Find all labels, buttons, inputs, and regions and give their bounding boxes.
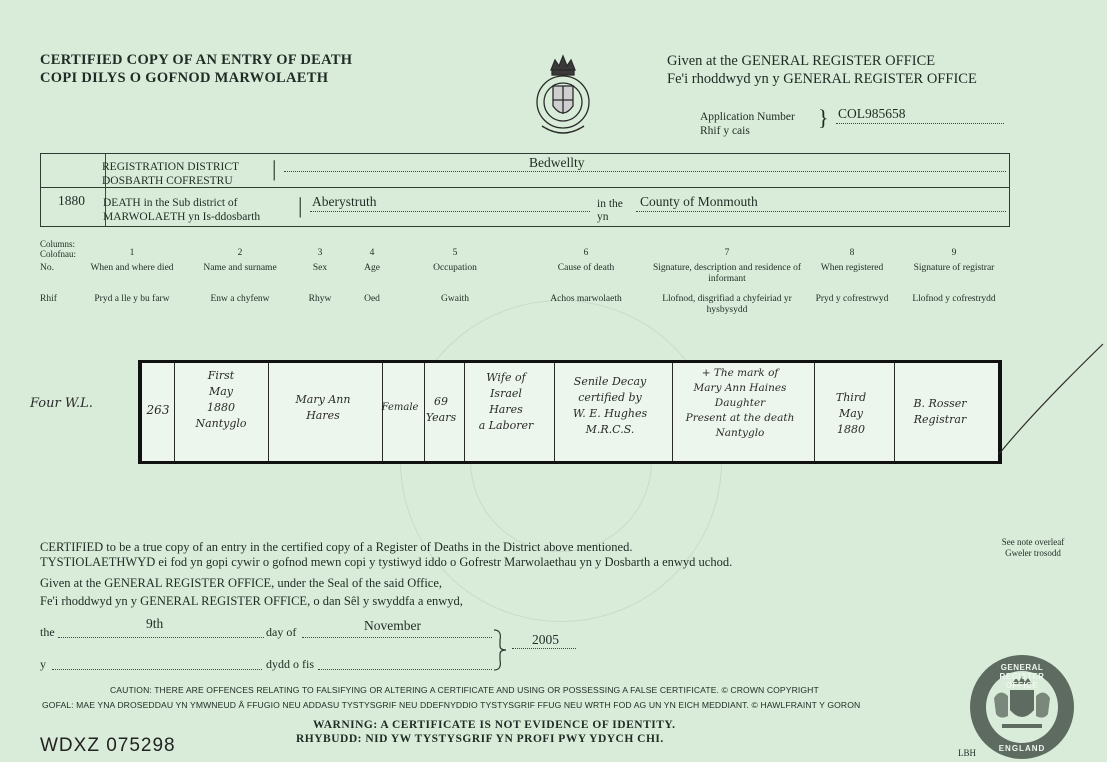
month-line — [302, 637, 492, 638]
column-9-heading — [898, 248, 1010, 305]
column-2-heading — [190, 248, 290, 305]
column-8-cy: Pryd y cofrestrwyd — [815, 294, 889, 304]
entry-sex: Female — [381, 402, 419, 413]
column-4-en: Age — [364, 263, 380, 273]
entry-cause-line-4: M.R.C.S. — [585, 423, 635, 436]
entry-informant — [670, 366, 810, 441]
entry-forenames: Mary Ann — [295, 393, 351, 406]
y-label: y — [40, 657, 46, 671]
day-line — [58, 637, 264, 638]
entry-when-month: May — [208, 385, 234, 398]
entry-cause-line-3: W. E. Hughes — [572, 407, 648, 420]
column-6-heading — [540, 248, 632, 305]
given-seal-cy: Fe'i rhoddwyd yn y GENERAL REGISTER OFFICE, o dan Sêl y swyddfa a enwyd, — [40, 594, 463, 608]
entry-informant-line-1: + The mark of — [701, 367, 779, 379]
year-line — [512, 648, 576, 649]
sub-district-line — [310, 211, 590, 212]
column-9-number: 9 — [951, 248, 957, 258]
see-note-en: See note overleaf — [1001, 537, 1065, 547]
column-4-cy: Oed — [364, 294, 380, 304]
entry-when-year: 1880 — [207, 401, 235, 414]
column-2-cy: Enw a chyfenw — [210, 294, 270, 304]
entry-occupation-line-4: a Laborer — [478, 419, 534, 432]
column-6-number: 6 — [583, 248, 589, 258]
entry-name — [268, 392, 378, 424]
column-8-heading — [808, 248, 896, 305]
county-value: County of Monmouth — [640, 194, 758, 209]
in-the-en: in the — [597, 198, 623, 210]
cell-divider-1 — [174, 363, 175, 461]
entry-registered-month: May — [838, 407, 864, 420]
entry-age-unit: Years — [425, 411, 457, 424]
column-3-number: 3 — [317, 248, 323, 258]
title-en: CERTIFIED COPY OF AN ENTRY OF DEATH — [40, 52, 353, 68]
sub-district-label-en: DEATH in the Sub district of — [103, 197, 238, 209]
sub-district-value: Aberystruth — [312, 194, 377, 209]
given-at-en: Given at the GENERAL REGISTER OFFICE — [667, 53, 936, 69]
mis-line — [318, 669, 492, 670]
day-of-cy: dydd o fis — [266, 657, 314, 671]
entry-informant-line-5: Nantyglo — [715, 427, 765, 439]
entry-where-place: Nantyglo — [195, 417, 247, 430]
column-7-heading — [646, 248, 808, 316]
column-6-cy: Achos marwolaeth — [550, 294, 622, 304]
county-line — [636, 211, 1006, 212]
entry-cause-line-2: certified by — [578, 391, 642, 404]
day-of-en: day of — [266, 625, 297, 639]
royal-coat-of-arms-icon — [528, 50, 598, 142]
application-number-line — [836, 123, 1004, 124]
sub-district-brace: | — [298, 193, 303, 218]
column-1-en: When and where died — [90, 263, 174, 273]
month-value: November — [364, 618, 421, 633]
entry-registrar — [892, 396, 988, 428]
warning-cy: RHYBUDD: NID YW TYSTYSGRIF YN PROFI PWY YDYCH CHI. — [296, 733, 664, 745]
reg-district-label-en: REGISTRATION DISTRICT — [102, 161, 240, 173]
lbh-code: LBH — [958, 748, 976, 758]
entry-informant-line-2: Mary Ann Haines — [693, 382, 787, 394]
no-label-en: No. — [40, 263, 54, 273]
column-1-cy: Pryd a lle y bu farw — [94, 294, 170, 304]
entry-informant-line-3: Daughter — [714, 397, 766, 409]
given-at-cy: Fe'i rhoddwyd yn y GENERAL REGISTER OFFICE — [667, 71, 977, 87]
entry-when-registered — [812, 390, 890, 438]
entry-surname: Hares — [306, 409, 340, 422]
column-6-en: Cause of death — [557, 263, 615, 273]
entry-registrar-name: B. Rosser — [913, 397, 967, 410]
entry-occupation — [462, 370, 550, 434]
column-3-heading — [300, 248, 340, 305]
column-7-number: 7 — [724, 248, 730, 258]
sub-district-label-cy: MARWOLAETH yn Is-ddosbarth — [103, 211, 261, 223]
margin-note: Four W.L. — [30, 396, 93, 411]
column-8-number: 8 — [849, 248, 855, 258]
day-value: 9th — [146, 616, 164, 631]
entry-number: 263 — [146, 403, 170, 417]
certified-line-cy: TYSTIOLAETHWYD ei fod yn gopi cywir o gofnod mewn copi y tystiwyd iddo o Gofrestr Marwolaethau yn y Dosbarth a enwyd uchod. — [40, 555, 733, 569]
seal-text-top: GENERAL REGISTER OFFICE — [999, 663, 1045, 690]
title-cy: COPI DILYS O GOFNOD MARWOLAETH — [40, 70, 329, 86]
entry-registered-day: Third — [835, 391, 867, 404]
column-1-number: 1 — [129, 248, 135, 258]
certified-line-en: CERTIFIED to be a true copy of an entry in the certified copy of a Register of Deaths in the District above mentioned. — [40, 540, 633, 554]
column-1-heading — [82, 248, 182, 305]
entry-registrar-title: Registrar — [913, 413, 967, 426]
no-label-cy: Rhif — [40, 294, 57, 304]
column-5-en: Occupation — [433, 263, 477, 273]
in-the-cy: yn — [597, 211, 609, 223]
column-5-cy: Gwaith — [441, 294, 469, 304]
entry-occupation-line-1: Wife of — [486, 371, 526, 384]
reg-district-brace: | — [272, 156, 277, 181]
reg-district-value: Bedwellty — [529, 155, 585, 170]
column-3-en: Sex — [312, 263, 328, 273]
reg-district-label-cy: DOSBARTH COFRESTRU — [102, 175, 233, 187]
entry-cause — [552, 374, 668, 438]
year-value: 2005 — [532, 632, 559, 647]
column-2-en: Name and surname — [203, 263, 277, 273]
entry-age — [422, 394, 460, 426]
application-label-cy: Rhif y cais — [700, 125, 750, 137]
seal-text-bottom: ENGLAND — [998, 744, 1046, 753]
serial-number: WDXZ 075298 — [40, 735, 176, 756]
column-4-heading — [352, 248, 392, 305]
reg-district-line — [284, 171, 1006, 172]
entry-occupation-line-2: Israel — [490, 387, 522, 400]
caution-en: CAUTION: THERE ARE OFFENCES RELATING TO FALSIFYING OR ALTERING A CERTIFICATE AND USING OR POSSESSING A FALSE CERTIFICATE. © CROWN COPYRIGHT — [110, 685, 819, 695]
cancellation-stroke — [995, 330, 1107, 460]
year-brace-icon — [492, 628, 508, 672]
application-label-en: Application Number — [700, 111, 795, 123]
entry-registered-year: 1880 — [837, 423, 865, 436]
dydd-line — [52, 669, 262, 670]
application-brace: } — [818, 105, 829, 130]
warning-en: WARNING: A CERTIFICATE IS NOT EVIDENCE OF IDENTITY. — [313, 719, 676, 731]
column-4-number: 4 — [369, 248, 375, 258]
caution-cy: GOFAL: MAE YNA DROSEDDAU YN YMWNEUD Â FFUGIO NEU ADDASU TYSTYSGRIF NEU DDEFNYDDIO TYSTYSGRIF FFUG NEU WRTH FOD AG UN YN EICH MEDDIANT. © HAWLFRAINT Y GORON — [42, 700, 861, 710]
columns-label-en: Columns: — [40, 239, 76, 249]
the-label: the — [40, 625, 55, 639]
columns-label-cy: Colofnau: — [40, 249, 76, 259]
entry-occupation-line-3: Hares — [489, 403, 523, 416]
see-note-cy: Gweler trosodd — [1005, 548, 1061, 558]
column-7-en: Signature, description and residence of informant — [653, 263, 801, 284]
column-5-heading — [415, 248, 495, 305]
column-9-cy: Llofnod y cofrestrydd — [912, 294, 996, 304]
column-3-cy: Rhyw — [308, 294, 332, 304]
column-5-number: 5 — [452, 248, 458, 258]
entry-informant-line-4: Present at the death — [685, 412, 795, 424]
entry-year: 1880 — [58, 193, 85, 208]
column-8-en: When registered — [820, 263, 884, 273]
entry-when-day: First — [207, 369, 235, 382]
column-2-number: 2 — [237, 248, 243, 258]
given-seal-en: Given at the GENERAL REGISTER OFFICE, under the Seal of the said Office, — [40, 576, 443, 590]
column-7-cy: Llofnod, disgrifiad a chyfeiriad yr hysbysydd — [662, 294, 792, 315]
application-number: COL985658 — [838, 106, 906, 121]
entry-when-where — [176, 368, 266, 432]
column-9-en: Signature of registrar — [913, 263, 995, 273]
entry-age-number: 69 — [434, 395, 448, 408]
entry-cause-line-1: Senile Decay — [573, 375, 647, 388]
